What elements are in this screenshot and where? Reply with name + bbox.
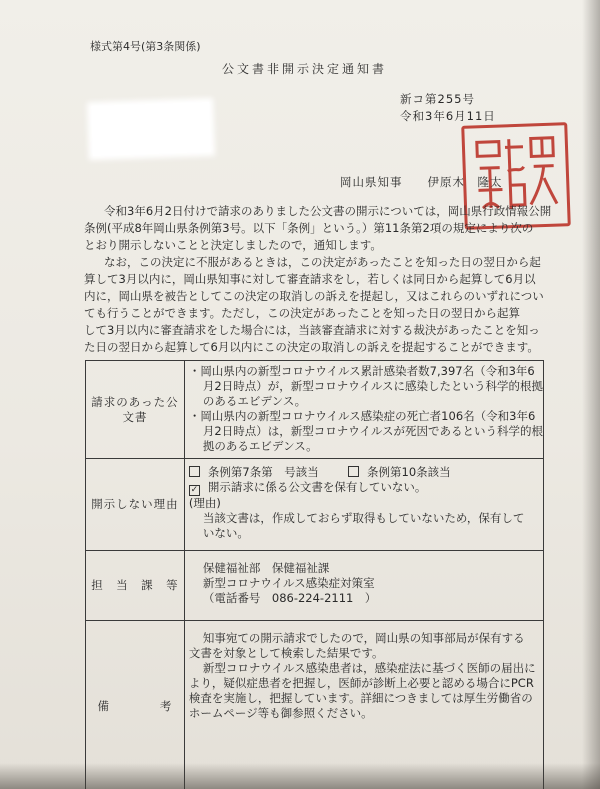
remarks-line: 文書を対象として検索した結果です。: [188, 646, 384, 660]
form-number: 様式第4号(第3条関係): [90, 40, 201, 53]
requested-document-line: 拠のあるエビデンス。: [202, 439, 318, 453]
department-row: [86, 551, 544, 621]
option-article7: 条例第7条第 号該当: [207, 465, 319, 479]
reason-heading: (理由): [188, 496, 221, 510]
body-line: ても行うことができます。ただし，この決定があったことを知った日の翌日から起算: [84, 306, 520, 320]
document-title: 公文書非開示決定通知書: [222, 62, 388, 76]
body-line: とおり開示しないことと決定しましたので，通知します。: [84, 238, 382, 252]
option-article10: 条例第10条該当: [367, 465, 451, 479]
photo-shadow: [0, 763, 600, 789]
body-line: 算して3月以内に，岡山県知事に対して審査請求をし，若しくは同日から起算して6月以: [84, 272, 536, 286]
reason-row: [86, 459, 544, 551]
remarks-line: ホームページ等も御参照ください。: [188, 706, 373, 720]
requested-document-line: 月2日時点）は，新型コロナウイルスが死因であるという科学的根: [202, 424, 543, 438]
remarks-line: 検査を実施し，把握しています。詳細につきましては厚生労働省の: [188, 691, 533, 705]
reason-line: 当該文書は，作成しておらず取得もしていないため，保有して: [202, 511, 525, 525]
remarks-line: 新型コロナウイルス感染患者は，感染症法に基づく医師の届出に: [202, 661, 536, 675]
requested-document-label: 請求のあった公文書: [86, 361, 185, 459]
reason-label: 開示しない理由: [86, 459, 185, 551]
paper-shadow: [582, 0, 600, 789]
requested-document-line: のあるエビデンス。: [202, 394, 307, 408]
body-line: 令和3年6月2日付けで請求のありました公文書の開示については，岡山県行政情報公開: [104, 204, 552, 218]
body-line: た日の翌日から起算して6月以内にこの決定の取消しの訴えを提起することができます。: [84, 340, 539, 354]
checkbox-checked-icon: ✓: [190, 485, 199, 495]
department-line: 保健福祉部 保健福祉課: [202, 561, 330, 575]
sender-name: 岡山県知事 伊原木 隆太: [340, 175, 503, 189]
option-not-held: 開示請求に係る公文書を保有していない。: [207, 480, 427, 494]
requested-document-line: ・岡山県内の新型コロナウイルス感染症の死亡者106名（令和3年6: [188, 409, 536, 423]
remarks-line: より，疑似症患者を把握し，医師が診断上必要と認める場合にPCR: [188, 676, 534, 690]
checkbox-unchecked-icon: [348, 466, 359, 477]
body-line: 内に，岡山県を被告としてこの決定の取消しの訴えを提起し，又はこれらのいずれについ: [84, 289, 544, 303]
body-line: 条例(平成8年岡山県条例第3号。以下「条例」という。）第11条第2項の規定により次の: [84, 221, 534, 235]
requested-document-row: [86, 361, 544, 459]
checkbox-unchecked-icon: [189, 466, 200, 477]
body-line: して3月以内に審査請求をした場合には，当該審査請求に対する裁決があったことを知っ: [84, 323, 540, 337]
remarks-line: 知事宛ての開示請求でしたので，岡山県の知事部局が保有する: [202, 631, 525, 645]
document-number: 新コ第255号: [400, 92, 475, 106]
requested-document-cell: [184, 361, 543, 459]
department-line: （電話番号 086-224-2111 ）: [202, 591, 377, 605]
department-label: 担 当 課 等: [86, 551, 185, 621]
reason-cell: [184, 459, 543, 551]
reason-option-line: [185, 480, 543, 496]
redacted-addressee: [91, 102, 211, 156]
document-date: 令和3年6月11日: [400, 109, 496, 123]
reason-line: いない。: [202, 526, 249, 540]
department-line: 新型コロナウイルス感染症対策室: [202, 576, 375, 590]
notice-table: [85, 360, 544, 789]
requested-document-line: ・岡山県内の新型コロナウイルス累計感染者数7,397名（令和3年6: [188, 364, 535, 378]
remarks-label: 備 考: [86, 621, 185, 789]
body-line: なお，この決定に不服があるときは，この決定があったことを知った日の翌日から起: [104, 255, 541, 269]
reason-options-line: [185, 465, 543, 480]
requested-document-line: 月2日時点）が，新型コロナウイルスに感染したという科学的根拠: [202, 379, 543, 393]
department-cell: [184, 551, 543, 621]
